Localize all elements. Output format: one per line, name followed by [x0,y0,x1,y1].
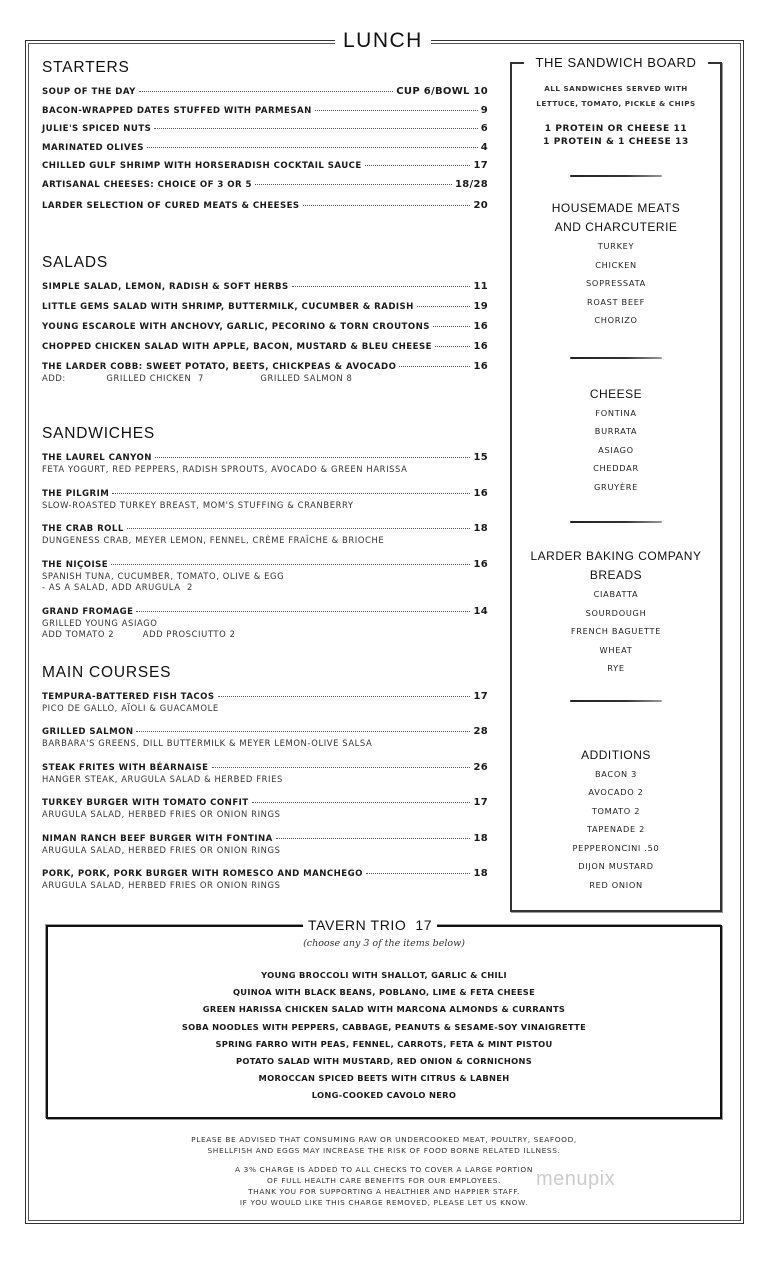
item-price: 28 [473,726,488,737]
item-price: 17 [473,160,488,171]
leader-dots [433,317,471,327]
sandwich-board-title: THE SANDWICH BOARD [524,55,708,71]
leader-dots [435,337,471,347]
menu-item [42,760,488,786]
item-price: 18 [473,523,488,534]
leader-dots [147,138,478,148]
item-price: 19 [473,300,488,312]
menu-item [42,795,488,821]
leader-dots [136,722,470,732]
sandwich-board-panel [510,55,722,912]
item-name: THE CRAB ROLL [42,524,124,534]
charge-line: THANK YOU FOR SUPPORTING A HEALTHIER AND HAPPIER STAFF. [248,1187,520,1196]
addition-option: AVOCADO 2 [588,787,644,797]
addition-option: RED ONION [589,879,643,890]
addition-option: TOMATO 2 [591,805,641,816]
watermark-logo: menupix [536,1168,616,1190]
item-price: 18/28 [455,178,488,190]
item-description: ARUGULA SALAD, HERBED FRIES OR ONION RINGS [42,809,281,819]
breads-heading: LARDER BAKING COMPANY [530,549,702,563]
salads-section [42,253,488,385]
item-price: 20 [473,200,488,211]
leader-dots [136,602,470,612]
item-price: 11 [473,280,488,292]
item-description: ARUGULA SALAD, HERBED FRIES OR ONION RINGS [42,844,281,855]
item-name: THE LARDER COBB: SWEET POTATO, BEETS, CHICKPEAS & AVOCADO [42,361,397,372]
board-subtitle: LETTUCE, TOMATO, PICKLE & CHIPS [536,99,696,108]
menu-item [42,198,488,217]
leader-dots [139,82,394,92]
leader-dots [399,357,470,367]
add-option: ADD TOMATO 2 [42,629,115,639]
item-name: STEAK FRITES WITH BÉARNAISE [42,762,209,773]
item-price: 16 [473,558,488,570]
leader-dots [212,758,471,768]
bread-option: WHEAT [599,644,633,655]
item-price: 18 [473,832,488,844]
item-name: PORK, PORK, PORK BURGER WITH ROMESCO AND MANCHEGO [42,869,363,879]
add-option: ADD PROSCIUTTO 2 [142,629,236,639]
menu-item [42,604,488,641]
health-charge-notice [0,1164,768,1208]
leader-dots [112,484,470,494]
addition-option: BACON 3 [594,768,638,779]
charge-line: IF YOU WOULD LIKE THIS CHARGE REMOVED, PLEASE LET US KNOW. [239,1198,529,1207]
item-name: THE NIÇOISE [42,559,109,570]
board-pricing: 1 PROTEIN OR CHEESE 11 [544,124,688,134]
meat-option: TURKEY [597,241,635,251]
item-price: 15 [473,452,488,463]
add-label: ADD: [42,372,66,383]
menu-item [42,724,488,750]
tavern-trio-panel [46,917,722,1119]
meats-heading: AND CHARCUTERIE [554,220,678,234]
trio-option: YOUNG BROCCOLI WITH SHALLOT, GARLIC & CHILI [261,970,507,980]
trio-option: GREEN HARISSA CHICKEN SALAD WITH MARCONA ALMONDS & CURRANTS [202,1004,566,1015]
item-name: GRILLED SALMON [42,727,134,737]
sandwich-board-content [512,81,720,894]
footer-notes [0,1134,768,1216]
item-description: ARUGULA SALAD, HERBED FRIES OR ONION RINGS [42,880,281,890]
leader-dots [111,555,470,565]
item-price: 17 [473,797,488,808]
add-on-line [42,373,488,385]
left-column [42,58,488,902]
item-name: THE LAUREL CANYON [42,453,152,463]
item-price: CUP 6/BOWL 10 [396,86,488,97]
starters-section [42,58,488,217]
cheese-option: CHEDDAR [593,463,639,473]
item-name: LITTLE GEMS SALAD WITH SHRIMP, BUTTERMILK, CUCUMBER & RADISH [42,301,414,312]
item-name: ARTISANAL CHEESES: CHOICE OF 3 OR 5 [42,179,252,190]
cheese-option: BURRATA [594,426,638,436]
item-name: CHILLED GULF SHRIMP WITH HORSERADISH COCKTAIL SAUCE [42,161,362,171]
item-description: PICO DE GALLO, AÏOLI & GUACAMOLE [42,702,219,713]
item-price: 16 [473,320,488,332]
tavern-trio-title: TAVERN TRIO 17 [303,916,437,934]
menu-item [42,557,488,594]
cheese-option: GRUYÈRE [594,481,638,492]
menu-item [42,339,488,359]
item-name: TURKEY BURGER WITH TOMATO CONFIT [42,798,249,808]
item-description: GRILLED YOUNG ASIAGO [42,617,158,628]
item-name: YOUNG ESCAROLE WITH ANCHOVY, GARLIC, PECORINO & TORN CROUTONS [42,321,430,332]
item-name: TEMPURA-BATTERED FISH TACOS [42,691,215,702]
breads-heading: BREADS [589,568,643,582]
board-pricing: 1 PROTEIN & 1 CHEESE 13 [543,137,689,147]
cheese-option: ASIAGO [598,444,634,455]
item-price: 4 [480,141,488,153]
menu-item [42,359,488,385]
trio-option: SOBA NOODLES WITH PEPPERS, CABBAGE, PEANUTS & SESAME-SOY VINAIGRETTE [181,1021,587,1032]
leader-dots [255,175,452,185]
item-name: SIMPLE SALAD, LEMON, RADISH & SOFT HERBS [42,281,289,292]
tavern-trio-list [48,967,720,1105]
item-description: BARBARA'S GREENS, DILL BUTTERMILK & MEYER LEMON-OLIVE SALSA [42,738,373,748]
item-name: NIMAN RANCH BEEF BURGER WITH FONTINA [42,833,273,844]
item-price: 16 [473,487,488,499]
meats-heading: HOUSEMADE MEATS [551,201,681,215]
addition-option: TAPENADE 2 [586,824,646,834]
item-description: FETA YOGURT, RED PEPPERS, RADISH SPROUTS, AVOCADO & GREEN HARISSA [42,464,408,474]
item-name: LARDER SELECTION OF CURED MEATS & CHEESES [42,201,300,211]
leader-dots [252,793,471,803]
item-price: 6 [480,123,488,134]
item-description: SPANISH TUNA, CUCUMBER, TOMATO, OLIVE & EGG [42,570,285,581]
leader-dots [155,448,471,458]
menu-item [42,831,488,857]
bread-option: SOURDOUGH [585,607,647,618]
item-price: 26 [473,761,488,773]
item-description: HANGER STEAK, ARUGULA SALAD & HERBED FRIES [42,773,283,784]
section-title-sandwiches: SANDWICHES [42,425,156,442]
menu-item [42,450,488,476]
item-description: SLOW-ROASTED TURKEY BREAST, MOM'S STUFFING & CRANBERRY [42,499,354,510]
item-price: 14 [473,605,488,617]
menu-item [42,521,488,547]
tavern-trio-subtitle: (choose any 3 of the items below) [303,938,465,949]
main-courses-section [42,663,488,892]
bread-option: FRENCH BAGUETTE [570,626,662,636]
trio-option: SPRING FARRO WITH PEAS, FENNEL, CARROTS, FETA & MINT PISTOU [215,1038,553,1049]
additions-heading: ADDITIONS [581,747,651,762]
leader-dots [366,864,471,874]
meat-option: CHORIZO [594,315,638,325]
addition-option: DIJON MUSTARD [578,861,654,871]
add-on-line [42,629,488,641]
item-name: MARINATED OLIVES [42,142,144,153]
meat-option: SOPRESSATA [586,278,646,288]
section-title-main-courses: MAIN COURSES [42,663,172,681]
menu-item [42,866,488,892]
menu-item [42,279,488,299]
trio-option: MOROCCAN SPICED BEETS WITH CITRUS & LABNEH [258,1073,510,1084]
item-price: 9 [480,104,488,116]
advisory-line: SHELLFISH AND EGGS MAY INCREASE THE RISK OF FOOD BORNE RELATED ILLNESS. [207,1146,561,1155]
bread-option: CIABATTA [593,589,639,599]
add-option: GRILLED SALMON 8 [260,372,353,383]
item-description: DUNGENESS CRAB, MEYER LEMON, FENNEL, CRÈME FRAÎCHE & BRIOCHE [42,535,385,545]
leader-dots [417,297,471,307]
advisory-line: PLEASE BE ADVISED THAT CONSUMING RAW OR UNDERCOOKED MEAT, POULTRY, SEAFOOD, [191,1135,577,1144]
item-price: 17 [473,690,488,702]
leader-dots [127,519,471,529]
menu-item [42,689,488,715]
menu-item [42,319,488,339]
page-title: LUNCH [335,28,431,54]
item-name: GRAND FROMAGE [42,606,134,617]
leader-dots [276,829,471,839]
cheese-option: FONTINA [595,407,637,418]
charge-line: A 3% CHARGE IS ADDED TO ALL CHECKS TO COVER A LARGE PORTION [235,1165,533,1174]
leader-dots [154,119,477,129]
leader-dots [303,196,471,206]
addition-option: PEPPERONCINI .50 [572,842,660,853]
cheese-heading: CHEESE [589,386,643,401]
item-name: CHOPPED CHICKEN SALAD WITH APPLE, BACON, MUSTARD & BLEU CHEESE [42,341,432,352]
item-price: 16 [473,360,488,372]
leader-dots [218,687,471,697]
section-title-salads: SALADS [42,253,108,271]
board-subtitle: ALL SANDWICHES SERVED WITH [544,84,688,93]
item-name: SOUP OF THE DAY [42,87,136,97]
trio-option: LONG-COOKED CAVOLO NERO [311,1090,457,1101]
leader-dots [292,277,471,287]
charge-line: OF FULL HEALTH CARE BENEFITS FOR OUR EMPLOYEES. [267,1176,501,1185]
item-name: BACON-WRAPPED DATES STUFFED WITH PARMESAN [42,105,312,116]
section-title-starters: STARTERS [42,59,130,76]
bread-option: RYE [607,663,625,673]
add-option: GRILLED CHICKEN 7 [106,372,204,383]
trio-option: POTATO SALAD WITH MUSTARD, RED ONION & CORNICHONS [235,1056,533,1067]
item-name: THE PILGRIM [42,488,110,499]
leader-dots [315,101,478,111]
item-name: JULIE'S SPICED NUTS [42,124,152,134]
item-price: 18 [473,868,488,879]
menu-item [42,177,488,196]
trio-option: QUINOA WITH BLACK BEANS, POBLANO, LIME & FETA CHEESE [232,987,536,998]
sandwiches-section [42,424,488,641]
food-advisory [0,1134,768,1156]
meat-option: CHICKEN [595,259,637,270]
leader-dots [365,156,471,166]
item-description: - AS A SALAD, ADD ARUGULA 2 [42,582,193,592]
item-price: 16 [473,340,488,352]
meat-option: ROAST BEEF [586,296,646,307]
menu-item [42,486,488,512]
menu-item [42,299,488,319]
